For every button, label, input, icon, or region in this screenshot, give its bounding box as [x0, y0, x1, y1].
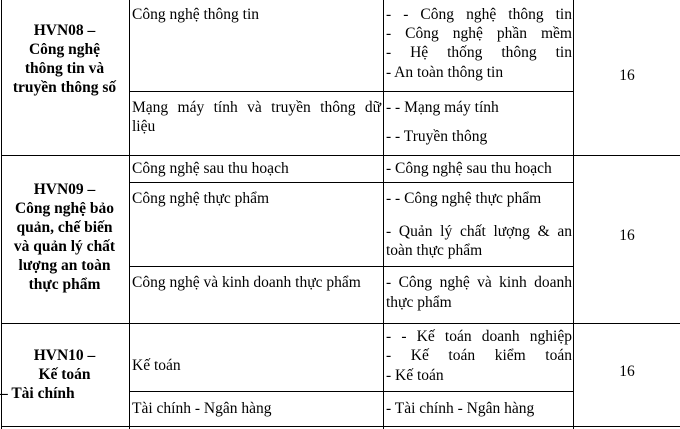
- major-item: - Kế toán kiểm toán: [386, 347, 572, 364]
- group-label-line: truyền thông số: [12, 79, 117, 96]
- column-divider: [129, 0, 130, 429]
- group-label-line: – Tài chính: [0, 385, 75, 402]
- field-name: Công nghệ thực phẩm: [132, 190, 270, 207]
- quota-count: 16: [619, 67, 635, 84]
- major-item: thực phẩm: [386, 294, 452, 311]
- major-item: - An toàn thông tin: [386, 64, 504, 81]
- major-item: - Tài chính - Ngân hàng: [386, 400, 535, 417]
- field-name: Kế toán: [132, 357, 181, 374]
- row-divider: [129, 266, 573, 267]
- group-divider: [1, 323, 680, 324]
- group-label-line: Công nghệ: [28, 41, 101, 58]
- group-label-line: quản, chế biến: [16, 219, 113, 236]
- major-item: - - Kế toán doanh nghiệp: [386, 328, 572, 345]
- major-item: - - Công nghệ thực phẩm: [386, 190, 542, 207]
- group-label-line: Công nghệ bảo: [14, 200, 115, 217]
- column-divider: [383, 0, 384, 429]
- major-item: - Kế toán: [386, 367, 444, 384]
- major-item: - Công nghệ và kinh doanh: [386, 274, 572, 291]
- major-item: toàn thực phẩm: [386, 242, 483, 259]
- group-label-line: thực phẩm: [28, 276, 101, 293]
- major-item: - Hệ thống thông tin: [386, 44, 572, 61]
- major-item: - Công nghệ phần mềm: [386, 25, 572, 42]
- group-label-line: HVN09 –: [33, 181, 96, 198]
- group-label-hvn10: [0, 346, 129, 403]
- field-name: Công nghệ và kinh doanh thực phẩm: [132, 274, 361, 291]
- group-label-line: và quản lý chất: [13, 238, 116, 255]
- table-border-bottom: [1, 426, 680, 427]
- major-item: - Quản lý chất lượng & an: [386, 223, 572, 240]
- quota-count: 16: [619, 363, 635, 380]
- group-label-line: HVN10 –: [33, 347, 96, 364]
- quota-count: 16: [619, 227, 635, 244]
- major-item: - Công nghệ sau thu hoạch: [386, 160, 552, 177]
- row-divider: [129, 391, 573, 392]
- group-label-hvn09: [0, 180, 129, 294]
- row-divider: [129, 182, 573, 183]
- group-label-line: lượng an toàn: [18, 257, 111, 274]
- major-item: - - Mạng máy tính: [386, 99, 499, 116]
- field-name: Công nghệ thông tin: [132, 6, 260, 23]
- group-label-line: Kế toán: [38, 366, 91, 383]
- major-item: - - Công nghệ thông tin: [386, 6, 572, 23]
- group-label-hvn08: [0, 21, 129, 97]
- major-item: - - Truyền thông: [386, 128, 488, 145]
- row-divider: [129, 91, 573, 92]
- field-name: Mạng máy tính và truyền thông dữ: [132, 99, 381, 116]
- field-name: liệu: [132, 118, 156, 135]
- group-label-line: thông tin và: [24, 60, 105, 77]
- field-name: Tài chính - Ngân hàng: [132, 400, 272, 417]
- group-divider: [1, 155, 680, 156]
- group-label-line: HVN08 –: [33, 22, 96, 39]
- field-name: Công nghệ sau thu hoạch: [132, 160, 289, 177]
